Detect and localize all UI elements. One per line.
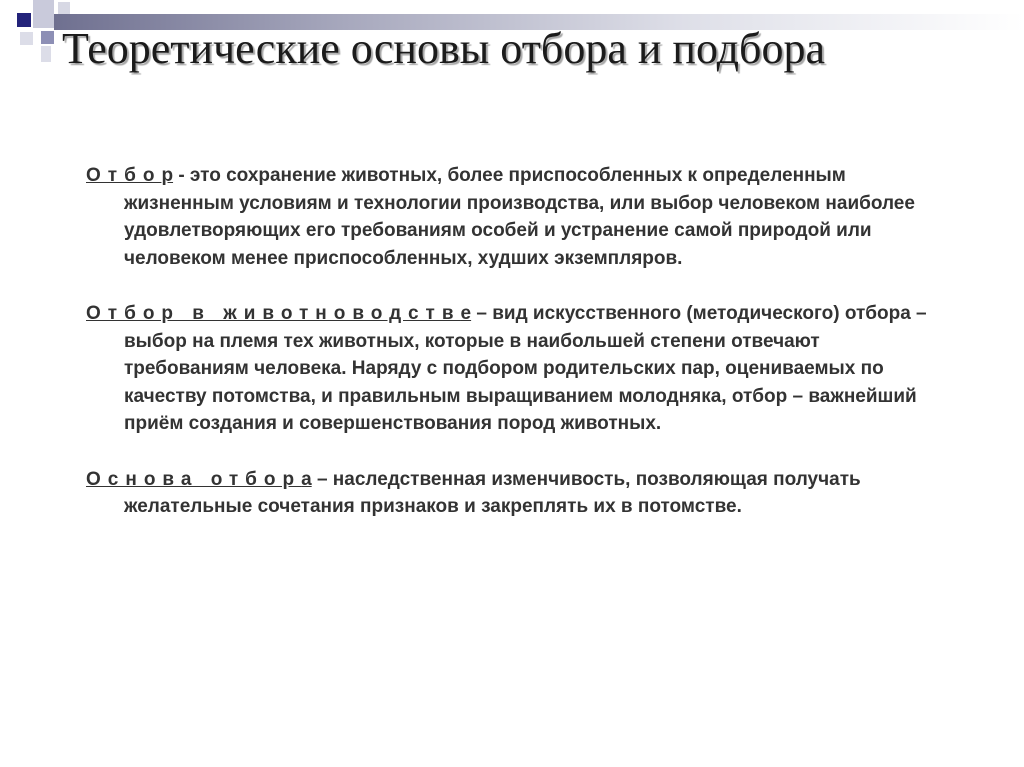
slide-body	[86, 162, 936, 549]
corner-square-mid	[41, 31, 54, 44]
term-selection-basis: Основа отбора	[86, 468, 312, 490]
corner-square-light	[20, 32, 33, 45]
paragraph-selection	[86, 162, 936, 272]
term-selection: Отбор	[86, 165, 174, 186]
slide-title: Теоретические основы отбора и подбора	[62, 24, 825, 73]
paragraph-selection-livestock	[86, 300, 936, 438]
paragraph-text: – вид искусственного (методического) отбора – выбор на племя тех животных, которые в наибольшей степени отвечают требованиям человека. Наряду с подбором родительских пар, оцениваемых по качеству потомства, и правильным выращиванием молодняка, отбор – важнейший приём создания и совершенствования пород животных.	[124, 303, 927, 434]
paragraph-text: - это сохранение животных, более приспособленных к определенным жизненным условиям и технологии производства, или выбор человеком наиболее удовлетворяющих его требованиям особей и устранение самой природой или человеком менее приспособленных, худших экземпляров.	[124, 165, 915, 269]
paragraph-text: – наследственная изменчивость, позволяющая получать желательные сочетания признаков и закреплять их в потомстве.	[124, 468, 861, 517]
term-selection-livestock: Отбор в животноводстве	[86, 303, 472, 324]
corner-square-light	[33, 0, 54, 28]
corner-square-dark	[17, 13, 31, 27]
corner-square-light	[41, 46, 51, 62]
paragraph-selection-basis	[86, 466, 936, 521]
corner-square-light	[58, 2, 70, 14]
